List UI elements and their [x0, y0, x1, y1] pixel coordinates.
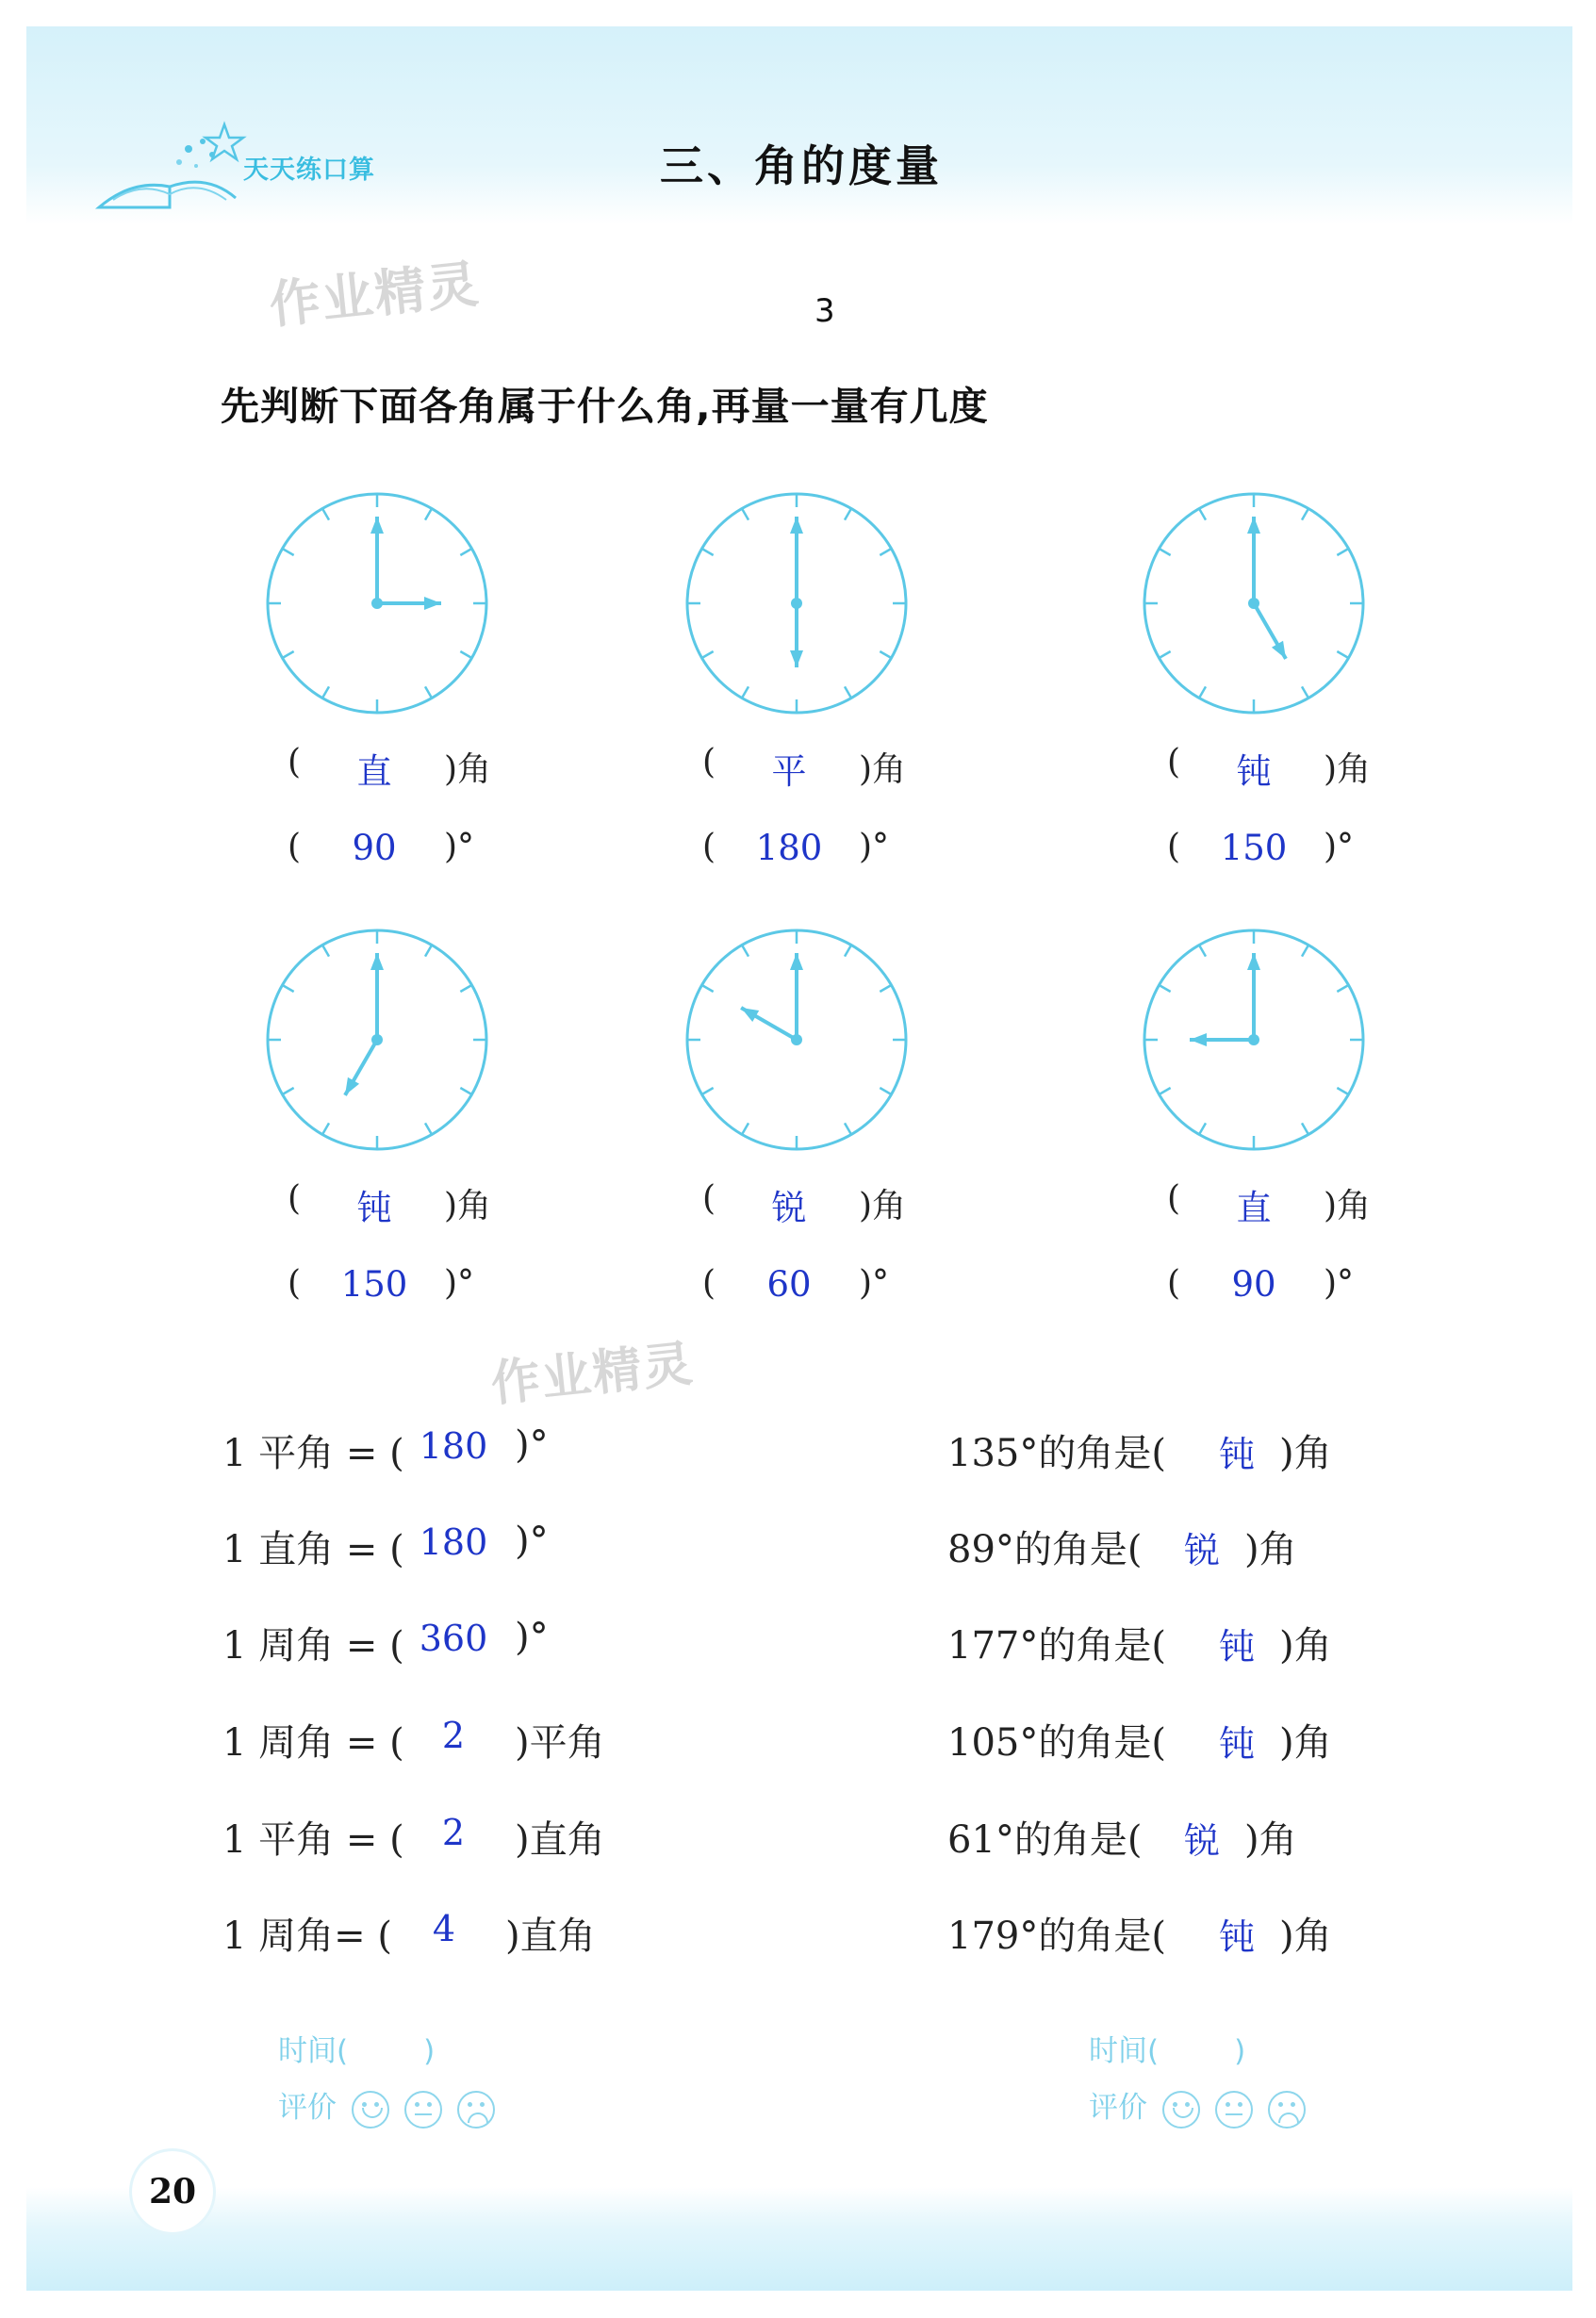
close-paren-suffix: )角 — [859, 750, 907, 789]
right-fact-row — [947, 1713, 1438, 1765]
fact-suffix: )角 — [1244, 1528, 1297, 1571]
open-paren: ( — [702, 743, 716, 781]
minute-hand-arrow — [790, 953, 803, 970]
hour-tick — [1199, 945, 1206, 957]
hour-tick — [880, 549, 891, 555]
open-paren: ( — [1167, 1179, 1181, 1218]
fact-prefix: 135°的角是( — [947, 1432, 1166, 1475]
watermark: 作业精灵 — [488, 1335, 698, 1414]
hour-tick — [702, 1088, 714, 1094]
hour-hand-arrow — [741, 1008, 759, 1022]
angle-type-blank — [1167, 1179, 1412, 1226]
eval-label: 评价 — [278, 2091, 337, 2125]
happy-face-icon[interactable] — [1162, 2091, 1200, 2129]
time-close: ) — [1234, 2034, 1246, 2068]
time-label: 时间( — [1089, 2034, 1160, 2068]
angle-type-blank — [702, 743, 947, 790]
left-fact-row — [222, 1423, 713, 1475]
handwritten-answer: 钝 — [1218, 1916, 1255, 1958]
open-paren: ( — [288, 1179, 302, 1218]
fact-suffix: )平角 — [515, 1721, 605, 1765]
hour-tick — [845, 1123, 851, 1134]
left-fact-row — [222, 1906, 713, 1958]
fact-suffix: )° — [515, 1423, 549, 1467]
handwritten-answer: 180 — [419, 1521, 488, 1563]
fact-prefix: 1 周角= ( — [222, 1915, 392, 1958]
time-field-right — [1089, 2027, 1245, 2069]
time-label: 时间( — [278, 2034, 349, 2068]
page-title: 三、角的度量 — [660, 140, 943, 191]
angle-degree-blank — [702, 1264, 947, 1311]
hour-tick — [1199, 686, 1206, 698]
hour-tick — [425, 686, 432, 698]
hour-tick — [425, 1123, 432, 1134]
handwritten-answer: 直 — [1236, 1188, 1272, 1228]
hour-tick — [880, 1088, 891, 1094]
page-footer-band — [26, 2187, 1572, 2291]
clock-center — [1248, 1034, 1259, 1045]
page-number: 20 — [132, 2151, 213, 2232]
hour-tick — [1302, 686, 1308, 698]
fact-prefix: 177°的角是( — [947, 1624, 1166, 1668]
handwritten-answer: 2 — [441, 1812, 466, 1853]
evaluation-left — [278, 2083, 495, 2129]
minute-hand-arrow — [790, 517, 803, 534]
open-paren: ( — [702, 828, 716, 866]
clock-center — [371, 598, 383, 609]
close-paren-suffix: )° — [1324, 828, 1355, 866]
hour-tick — [283, 985, 294, 992]
hour-tick — [742, 509, 749, 520]
fact-suffix: )角 — [1244, 1818, 1297, 1862]
hour-tick — [880, 651, 891, 658]
clock-face — [263, 489, 491, 717]
clock-face — [683, 489, 911, 717]
fact-prefix: 89°的角是( — [947, 1528, 1143, 1571]
hour-tick — [845, 509, 851, 520]
hour-hand-arrow — [1190, 1033, 1207, 1046]
hour-tick — [880, 985, 891, 992]
fact-suffix: )角 — [1279, 1432, 1332, 1475]
minute-hand-arrow — [1247, 953, 1260, 970]
angle-type-blank — [288, 743, 533, 790]
fact-suffix: )° — [515, 1616, 549, 1659]
hour-tick — [1337, 1088, 1348, 1094]
happy-face-icon[interactable] — [352, 2091, 389, 2129]
minute-hand-arrow — [370, 517, 384, 534]
time-close: ) — [423, 2034, 436, 2068]
fact-suffix: )直角 — [505, 1915, 596, 1958]
hour-tick — [742, 1123, 749, 1134]
left-fact-row — [222, 1713, 713, 1765]
hour-tick — [1337, 651, 1348, 658]
handwritten-answer: 锐 — [1183, 1530, 1220, 1571]
open-paren: ( — [1167, 743, 1181, 781]
clock-face — [683, 926, 911, 1154]
hour-tick — [425, 945, 432, 957]
fact-suffix: )直角 — [515, 1818, 605, 1862]
fact-prefix: 179°的角是( — [947, 1915, 1166, 1958]
fact-prefix: 1 周角 = ( — [222, 1721, 404, 1765]
handwritten-answer: 150 — [1220, 828, 1288, 868]
handwritten-answer: 直 — [356, 751, 392, 792]
right-fact-row — [947, 1810, 1438, 1862]
clock-face — [1140, 489, 1368, 717]
fact-prefix: 105°的角是( — [947, 1721, 1166, 1765]
hour-tick — [283, 651, 294, 658]
eval-label: 评价 — [1089, 2091, 1147, 2125]
angle-degree-blank — [1167, 828, 1412, 875]
left-fact-row — [222, 1810, 713, 1862]
handwritten-answer: 90 — [352, 828, 397, 868]
hour-tick — [322, 686, 329, 698]
hour-tick — [702, 651, 714, 658]
left-fact-row — [222, 1520, 713, 1571]
clock-center — [791, 1034, 802, 1045]
clock-center — [371, 1034, 383, 1045]
close-paren-suffix: )角 — [1324, 750, 1372, 789]
close-paren-suffix: )角 — [444, 1187, 492, 1225]
open-paren: ( — [702, 1179, 716, 1218]
close-paren-suffix: )角 — [1324, 1187, 1372, 1225]
hour-tick — [742, 686, 749, 698]
close-paren-suffix: )角 — [859, 1187, 907, 1225]
hour-tick — [845, 945, 851, 957]
handwritten-answer: 钝 — [1218, 1626, 1255, 1668]
hour-tick — [1302, 945, 1308, 957]
handwritten-answer: 2 — [441, 1715, 466, 1756]
hour-tick — [1160, 651, 1171, 658]
open-paren: ( — [1167, 828, 1181, 866]
left-fact-row — [222, 1616, 713, 1668]
angle-degree-blank — [288, 1264, 533, 1311]
open-paren: ( — [1167, 1264, 1181, 1303]
time-field-left — [278, 2027, 435, 2069]
clock-center — [1248, 598, 1259, 609]
neutral-face-icon[interactable] — [404, 2091, 442, 2129]
handwritten-answer: 钝 — [356, 1188, 392, 1228]
fact-prefix: 1 平角 = ( — [222, 1432, 404, 1475]
close-paren-suffix: )° — [859, 828, 890, 866]
open-paren: ( — [288, 1264, 302, 1303]
close-paren-suffix: )° — [1324, 1264, 1355, 1303]
handwritten-answer: 180 — [755, 828, 823, 868]
open-paren: ( — [702, 1264, 716, 1303]
hour-hand-arrow — [1272, 641, 1286, 659]
section-number: 3 — [814, 292, 835, 330]
angle-type-blank — [702, 1179, 947, 1226]
handwritten-answer: 150 — [340, 1264, 408, 1305]
hour-tick — [1337, 549, 1348, 555]
hour-tick — [460, 549, 471, 555]
hour-tick — [1160, 1088, 1171, 1094]
fact-prefix: 1 平角 = ( — [222, 1818, 404, 1862]
clock-face — [1140, 926, 1368, 1154]
hour-tick — [1199, 1123, 1206, 1134]
hour-tick — [460, 985, 471, 992]
hour-tick — [460, 651, 471, 658]
hour-tick — [425, 509, 432, 520]
hour-tick — [1199, 509, 1206, 520]
close-paren-suffix: )° — [444, 1264, 475, 1303]
close-paren-suffix: )° — [444, 828, 475, 866]
hour-tick — [283, 1088, 294, 1094]
series-label: 天天练口算 — [243, 156, 375, 185]
fact-suffix: )角 — [1279, 1915, 1332, 1958]
fact-suffix: )° — [515, 1520, 549, 1563]
neutral-face-icon[interactable] — [1215, 2091, 1253, 2129]
handwritten-answer: 180 — [419, 1425, 488, 1467]
angle-type-blank — [1167, 743, 1412, 790]
handwritten-answer: 60 — [766, 1264, 812, 1305]
fact-suffix: )角 — [1279, 1624, 1332, 1668]
open-paren: ( — [288, 828, 302, 866]
handwritten-answer: 90 — [1231, 1264, 1276, 1305]
fact-suffix: )角 — [1279, 1721, 1332, 1765]
hour-hand-arrow — [345, 1077, 359, 1095]
handwritten-answer: 锐 — [1183, 1820, 1220, 1862]
angle-degree-blank — [1167, 1264, 1412, 1311]
close-paren-suffix: )° — [859, 1264, 890, 1303]
clock-center — [791, 598, 802, 609]
hour-tick — [702, 549, 714, 555]
fact-prefix: 61°的角是( — [947, 1818, 1143, 1862]
evaluation-right — [1089, 2083, 1306, 2129]
instruction-text: 先判断下面各角属于什么角,再量一量有几度 — [221, 384, 989, 429]
angle-degree-blank — [702, 828, 947, 875]
fact-prefix: 1 周角 = ( — [222, 1624, 404, 1668]
handwritten-answer: 锐 — [771, 1188, 807, 1228]
hour-tick — [1302, 1123, 1308, 1134]
hour-tick — [283, 549, 294, 555]
handwritten-answer: 钝 — [1218, 1723, 1255, 1765]
hour-tick — [1302, 509, 1308, 520]
fact-prefix: 1 直角 = ( — [222, 1528, 404, 1571]
minute-hand-arrow — [370, 953, 384, 970]
right-fact-row — [947, 1906, 1438, 1958]
hour-hand-arrow — [424, 597, 441, 610]
open-paren: ( — [288, 743, 302, 781]
hour-tick — [322, 1123, 329, 1134]
hour-tick — [322, 509, 329, 520]
right-fact-row — [947, 1520, 1438, 1571]
watermark: 作业精灵 — [266, 254, 484, 336]
clock-face — [263, 926, 491, 1154]
hour-tick — [845, 686, 851, 698]
handwritten-answer: 钝 — [1218, 1434, 1255, 1475]
angle-type-blank — [288, 1179, 533, 1226]
handwritten-answer: 平 — [771, 751, 807, 792]
hour-tick — [742, 945, 749, 957]
sad-face-icon[interactable] — [1268, 2091, 1306, 2129]
hour-tick — [1160, 549, 1171, 555]
hour-hand-arrow — [790, 650, 803, 667]
handwritten-answer: 钝 — [1236, 751, 1272, 792]
hour-tick — [460, 1088, 471, 1094]
right-fact-row — [947, 1423, 1438, 1475]
hour-tick — [322, 945, 329, 957]
angle-degree-blank — [288, 828, 533, 875]
minute-hand-arrow — [1247, 517, 1260, 534]
hour-tick — [1160, 985, 1171, 992]
handwritten-answer: 360 — [419, 1618, 488, 1659]
handwritten-answer: 4 — [432, 1908, 456, 1949]
sad-face-icon[interactable] — [457, 2091, 495, 2129]
hour-tick — [702, 985, 714, 992]
hour-tick — [1337, 985, 1348, 992]
close-paren-suffix: )角 — [444, 750, 492, 789]
right-fact-row — [947, 1616, 1438, 1668]
